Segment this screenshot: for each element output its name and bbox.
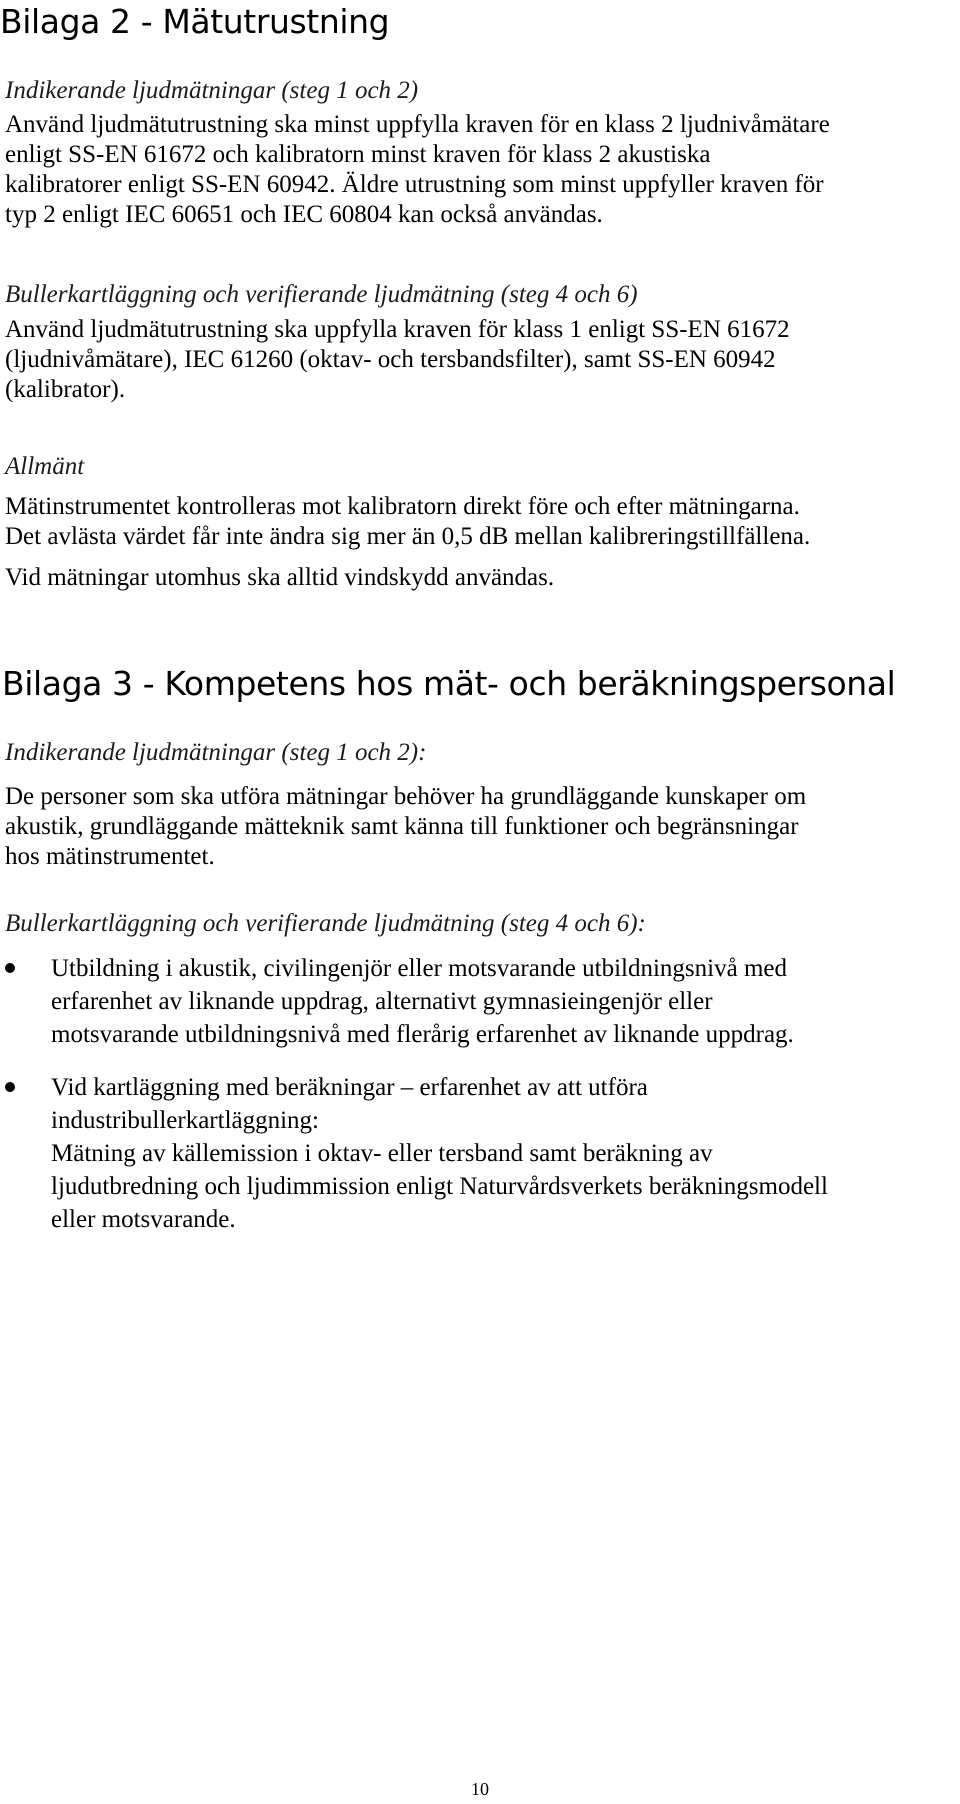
- competence-bullet-list: [5, 952, 960, 1236]
- paragraph-line: (kalibrator).: [5, 376, 126, 403]
- paragraph-line: hos mätinstrumentet.: [5, 843, 215, 870]
- list-item-line: ljudutbredning och ljudimmission enligt Naturvårdsverkets beräkningsmodell: [51, 1173, 828, 1200]
- bilaga-2-indikerande-section: [5, 76, 960, 230]
- page-number: 10: [471, 1779, 489, 1799]
- bullet-icon: [5, 963, 15, 973]
- paragraph-line: kalibratorer enligt SS-EN 60942. Äldre utrustning som minst uppfyller kraven för: [5, 171, 824, 198]
- bullerkartlaggning-subheading: Bullerkartläggning och verifierande ljudmätning (steg 4 och 6): [5, 281, 638, 308]
- allmant-extra-paragraph: Vid mätningar utomhus ska alltid vindskydd användas.: [5, 564, 555, 591]
- list-item-line: Vid kartläggning med beräkningar – erfarenhet av att utföra: [51, 1074, 648, 1101]
- allmant-paragraph: [5, 492, 960, 552]
- list-item: [5, 952, 960, 1051]
- list-item-line: Mätning av källemission i oktav- eller tersband samt beräkning av: [51, 1140, 713, 1167]
- paragraph-line: Använd ljudmätutrustning ska uppfylla kraven för klass 1 enligt SS-EN 61672: [5, 316, 790, 343]
- list-item-line: erfarenhet av liknande uppdrag, alternativt gymnasieingenjör eller: [51, 988, 713, 1015]
- paragraph-line: akustik, grundläggande mätteknik samt känna till funktioner och begränsningar: [5, 813, 799, 840]
- bilaga-3-heading: Bilaga 3 - Kompetens hos mät- och beräkningspersonal: [2, 664, 896, 703]
- list-item-line: eller motsvarande.: [51, 1206, 236, 1233]
- bullerkartlaggning-paragraph: [5, 315, 960, 405]
- bullerkartlaggning-subheading: Bullerkartläggning och verifierande ljudmätning (steg 4 och 6):: [5, 910, 646, 937]
- bilaga-2-allmant-section: [5, 452, 960, 593]
- list-item-line: motsvarande utbildningsnivå med flerårig erfarenhet av liknande uppdrag.: [51, 1021, 794, 1048]
- list-item-line: industribullerkartläggning:: [51, 1107, 320, 1134]
- indikerande-subheading: Indikerande ljudmätningar (steg 1 och 2):: [5, 739, 427, 766]
- paragraph-line: Mätinstrumentet kontrolleras mot kalibratorn direkt före och efter mätningarna.: [5, 493, 800, 520]
- indikerande-paragraph: [5, 782, 960, 872]
- paragraph-line: Det avlästa värdet får inte ändra sig mer än 0,5 dB mellan kalibreringstillfällena.: [5, 523, 811, 550]
- paragraph-line: Använd ljudmätutrustning ska minst uppfylla kraven för en klass 2 ljudnivåmätare: [5, 111, 830, 138]
- list-item-line: Utbildning i akustik, civilingenjör eller motsvarande utbildningsnivå med: [51, 955, 787, 982]
- paragraph-line: (ljudnivåmätare), IEC 61260 (oktav- och tersbandsfilter), samt SS-EN 60942: [5, 346, 776, 373]
- bilaga-2-heading: Bilaga 2 - Mätutrustning: [0, 2, 390, 41]
- bilaga-2-section: [0, 2, 960, 42]
- allmant-subheading: Allmänt: [5, 453, 85, 480]
- list-item: [5, 1071, 960, 1236]
- paragraph-line: enligt SS-EN 61672 och kalibratorn minst kraven för klass 2 akustiska: [5, 141, 711, 168]
- bullet-icon: [5, 1082, 15, 1092]
- bilaga-2-bullerkartlaggning-section: [5, 280, 960, 405]
- indikerande-paragraph: [5, 110, 960, 230]
- bilaga-3-bullerkartlaggning-section: [5, 909, 960, 1236]
- bilaga-3-indikerande-section: [5, 738, 960, 872]
- bilaga-3-section: [2, 664, 960, 704]
- paragraph-line: typ 2 enligt IEC 60651 och IEC 60804 kan också användas.: [5, 201, 603, 228]
- paragraph-line: De personer som ska utföra mätningar behöver ha grundläggande kunskaper om: [5, 783, 807, 810]
- indikerande-subheading: Indikerande ljudmätningar (steg 1 och 2): [5, 77, 419, 104]
